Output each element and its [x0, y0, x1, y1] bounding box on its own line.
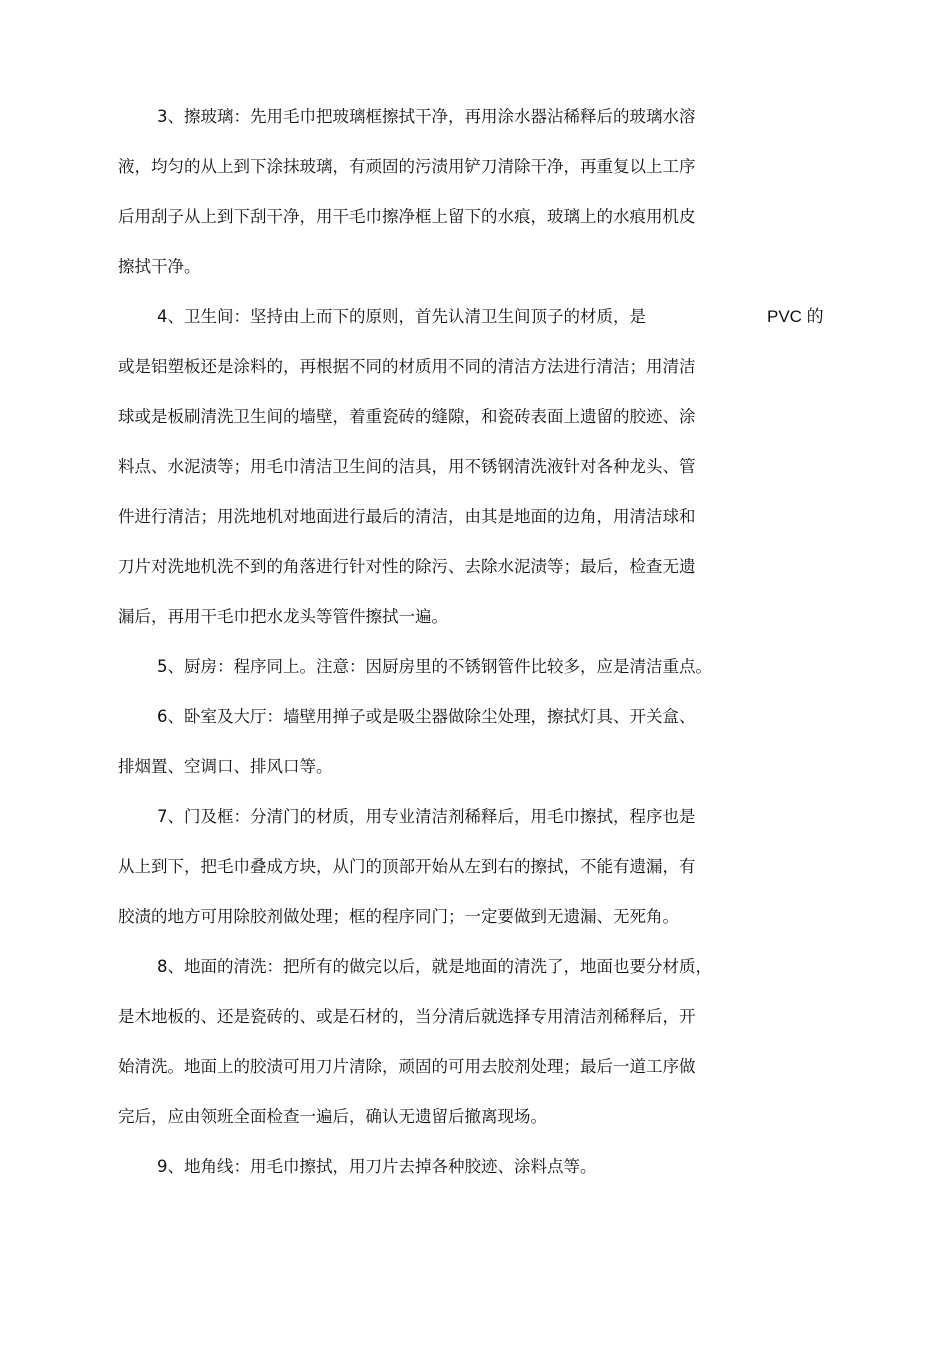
paragraph-6-line-2: 排烟置、空调口、排风口等。 [118, 757, 333, 776]
paragraph-3-line-2: 液，均匀的从上到下涂抹玻璃，有顽固的污渍用铲刀清除干净，再重复以上工序 [118, 157, 696, 176]
paragraph-4-line-6: 刀片对洗地机洗不到的角落进行针对性的除污、去除水泥渍等；最后，检查无遗 [118, 557, 696, 576]
paragraph-8-line-2: 是木地板的、还是瓷砖的、或是石材的，当分清后就选择专用清洁剂稀释后，开 [118, 1007, 696, 1026]
paragraph-4-line-1-tail: PVC 的 [767, 307, 824, 326]
paragraph-3-line-3: 后用刮子从上到下刮干净，用干毛巾擦净框上留下的水痕，玻璃上的水痕用机皮 [118, 207, 696, 226]
paragraph-9-line-1: 9、地角线：用毛巾擦拭，用刀片去掉各种胶迹、涂料点等。 [157, 1157, 597, 1176]
paragraph-7-line-1: 7、门及框：分清门的材质，用专业清洁剂稀释后，用毛巾擦拭，程序也是 [157, 807, 696, 826]
paragraph-4-line-1: 4、卫生间：坚持由上而下的原则，首先认清卫生间顶子的材质，是 [157, 307, 646, 326]
paragraph-8-line-3: 始清洗。地面上的胶渍可用刀片清除，顽固的可用去胶剂处理；最后一道工序做 [118, 1057, 696, 1076]
paragraph-8-line-4: 完后，应由领班全面检查一遍后，确认无遗留后撤离现场。 [118, 1107, 547, 1126]
paragraph-4-line-3: 球或是板刷清洗卫生间的墙壁，着重瓷砖的缝隙，和瓷砖表面上遗留的胶迹、涂 [118, 407, 696, 426]
paragraph-6-line-1: 6、卧室及大厅：墙壁用掸子或是吸尘器做除尘处理，擦拭灯具、开关盒、 [157, 707, 696, 726]
paragraph-7-line-3: 胶渍的地方可用除胶剂做处理；框的程序同门；一定要做到无遗漏、无死角。 [118, 907, 679, 926]
paragraph-8-line-1: 8、地面的清洗：把所有的做完以后，就是地面的清洗了，地面也要分材质， [157, 957, 712, 976]
paragraph-4-line-4: 料点、水泥渍等；用毛巾清洁卫生间的洁具，用不锈钢清洗液针对各种龙头、管 [118, 457, 696, 476]
paragraph-4-line-7: 漏后，再用干毛巾把水龙头等管件擦拭一遍。 [118, 607, 448, 626]
paragraph-7-line-2: 从上到下，把毛巾叠成方块，从门的顶部开始从左到右的擦拭，不能有遗漏，有 [118, 857, 696, 876]
paragraph-3-line-4: 擦拭干净。 [118, 257, 201, 276]
paragraph-4-line-2: 或是铝塑板还是涂料的，再根据不同的材质用不同的清洁方法进行清洁；用清洁 [118, 357, 696, 376]
paragraph-3-line-1: 3、擦玻璃：先用毛巾把玻璃框擦拭干净，再用涂水器沾稀释后的玻璃水溶 [157, 107, 696, 126]
paragraph-4-line-5: 件进行清洁；用洗地机对地面进行最后的清洁，由其是地面的边角，用清洁球和 [118, 507, 696, 526]
paragraph-5-line-1: 5、厨房：程序同上。注意：因厨房里的不锈钢管件比较多，应是清洁重点。 [157, 657, 712, 676]
